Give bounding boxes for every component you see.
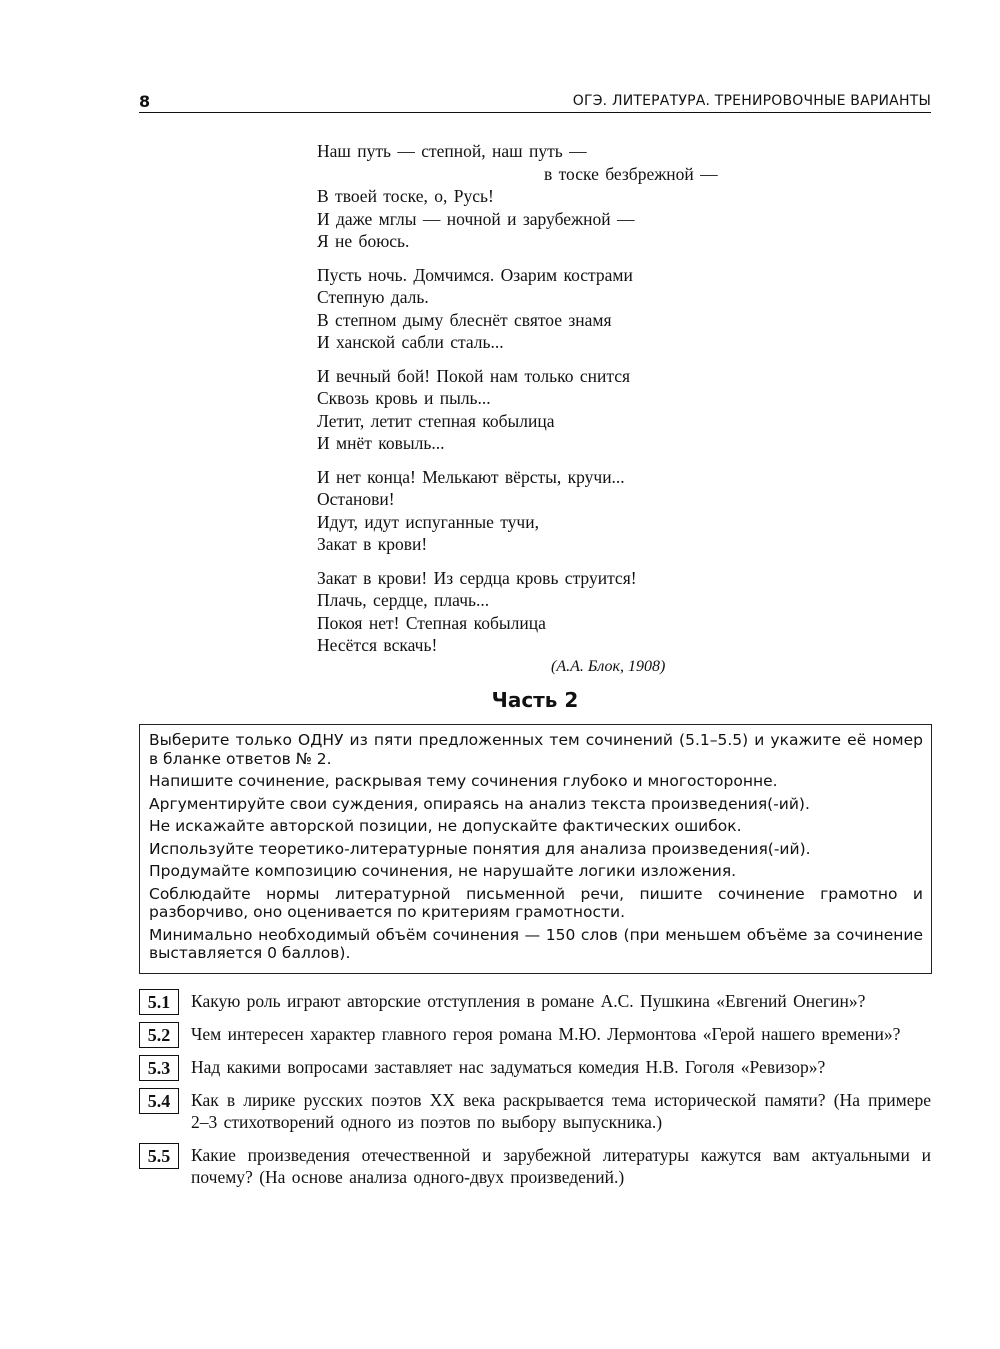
- poem-line: И мнёт ковыль...: [317, 433, 445, 453]
- poem-line: в тоске безбрежной —: [544, 163, 718, 184]
- poem-stanza: [317, 567, 777, 657]
- task-item: [139, 1023, 931, 1045]
- poem-line: Покоя нет! Степная кобылица: [317, 612, 546, 633]
- poem-line: И вечный бой! Покой нам только снится: [317, 365, 631, 386]
- poem: [317, 140, 777, 668]
- poem-line: Степную даль.: [317, 287, 429, 307]
- instruction-paragraph: Используйте теоретико-литературные понятия для анализа произведения(-ий).: [149, 839, 811, 858]
- task-item: [139, 990, 931, 1012]
- task-item: [139, 1056, 931, 1078]
- task-number: 5.2: [139, 1022, 179, 1048]
- poem-stanza: [317, 466, 777, 556]
- poem-line: И нет конца! Мелькают вёрсты, кручи...: [317, 466, 625, 487]
- poem-line: Наш путь — степной, наш путь —: [317, 141, 587, 161]
- poem-line: И даже мглы — ночной и зарубежной —: [317, 208, 635, 229]
- poem-line: Плачь, сердце, плачь...: [317, 590, 490, 610]
- task-number: 5.3: [139, 1055, 179, 1081]
- instruction-paragraph: Соблюдайте нормы литературной письменной речи, пишите сочинение грамотно и разборчиво, оно оценивается по критериям грамотности.: [149, 884, 923, 921]
- task-text: Как в лирике русских поэтов XX века раскрывается тема исторической памяти? (На примере 2–3 стихотворений одного из поэтов по выбору выпускника.): [191, 1090, 931, 1132]
- poem-stanza: [317, 140, 777, 253]
- poem-line: Идут, идут испуганные тучи,: [317, 511, 539, 532]
- instruction-paragraph: Минимально необходимый объём сочинения — 150 слов (при меньшем объёме за сочинение выставляется 0 баллов).: [149, 925, 923, 962]
- page-header: [139, 90, 931, 113]
- poem-line: Останови!: [317, 489, 395, 509]
- part-title: Часть 2: [491, 688, 579, 712]
- poem-stanza: [317, 264, 777, 354]
- page-number: 8: [139, 92, 151, 111]
- task-text: Какие произведения отечественной и зарубежной литературы кажутся вам актуальными и почему? (На основе анализа одного-двух произведений.): [191, 1145, 931, 1187]
- instruction-paragraph: Выберите только ОДНУ из пяти предложенных тем сочинений (5.1–5.5) и укажите её номер в бланке ответов № 2.: [149, 731, 923, 768]
- task-number: 5.5: [139, 1143, 179, 1169]
- task-number: 5.1: [139, 989, 179, 1015]
- poem-line: Закат в крови! Из сердца кровь струится!: [317, 567, 637, 588]
- poem-line: Пусть ночь. Домчимся. Озарим кострами: [317, 264, 633, 285]
- poem-line: Несётся вскачь!: [317, 635, 438, 655]
- instruction-paragraph: Аргументируйте свои суждения, опираясь на анализ текста произведения(-ий).: [149, 794, 810, 813]
- poem-line: Летит, летит степная кобылица: [317, 410, 555, 431]
- poem-attribution: (А.А. Блок, 1908): [551, 658, 666, 675]
- instructions-box: [139, 724, 932, 974]
- poem-line: Закат в крови!: [317, 534, 428, 554]
- task-text: Какую роль играют авторские отступления в романе А.С. Пушкина «Евгений Онегин»?: [191, 991, 866, 1011]
- instruction-paragraph: Не искажайте авторской позиции, не допускайте фактических ошибок.: [149, 817, 742, 835]
- task-list: [139, 990, 931, 1199]
- poem-line: В степном дыму блеснёт святое знамя: [317, 309, 612, 330]
- instruction-paragraph: Напишите сочинение, раскрывая тему сочинения глубоко и многосторонне.: [149, 772, 778, 790]
- task-text: Чем интересен характер главного героя романа М.Ю. Лермонтова «Герой нашего времени»?: [191, 1024, 901, 1044]
- poem-line: И ханской сабли сталь...: [317, 332, 504, 352]
- task-item: [139, 1089, 931, 1133]
- poem-line: Сквозь кровь и пыль...: [317, 388, 491, 408]
- task-text: Над какими вопросами заставляет нас задуматься комедия Н.В. Гоголя «Ревизор»?: [191, 1057, 826, 1077]
- poem-line: Я не боюсь.: [317, 231, 410, 251]
- poem-stanza: [317, 365, 777, 455]
- task-number: 5.4: [139, 1088, 179, 1114]
- poem-line: В твоей тоске, о, Русь!: [317, 186, 494, 206]
- running-title: ОГЭ. ЛИТЕРАТУРА. ТРЕНИРОВОЧНЫЕ ВАРИАНТЫ: [572, 93, 931, 109]
- instruction-paragraph: Продумайте композицию сочинения, не нарушайте логики изложения.: [149, 862, 737, 880]
- task-item: [139, 1144, 931, 1188]
